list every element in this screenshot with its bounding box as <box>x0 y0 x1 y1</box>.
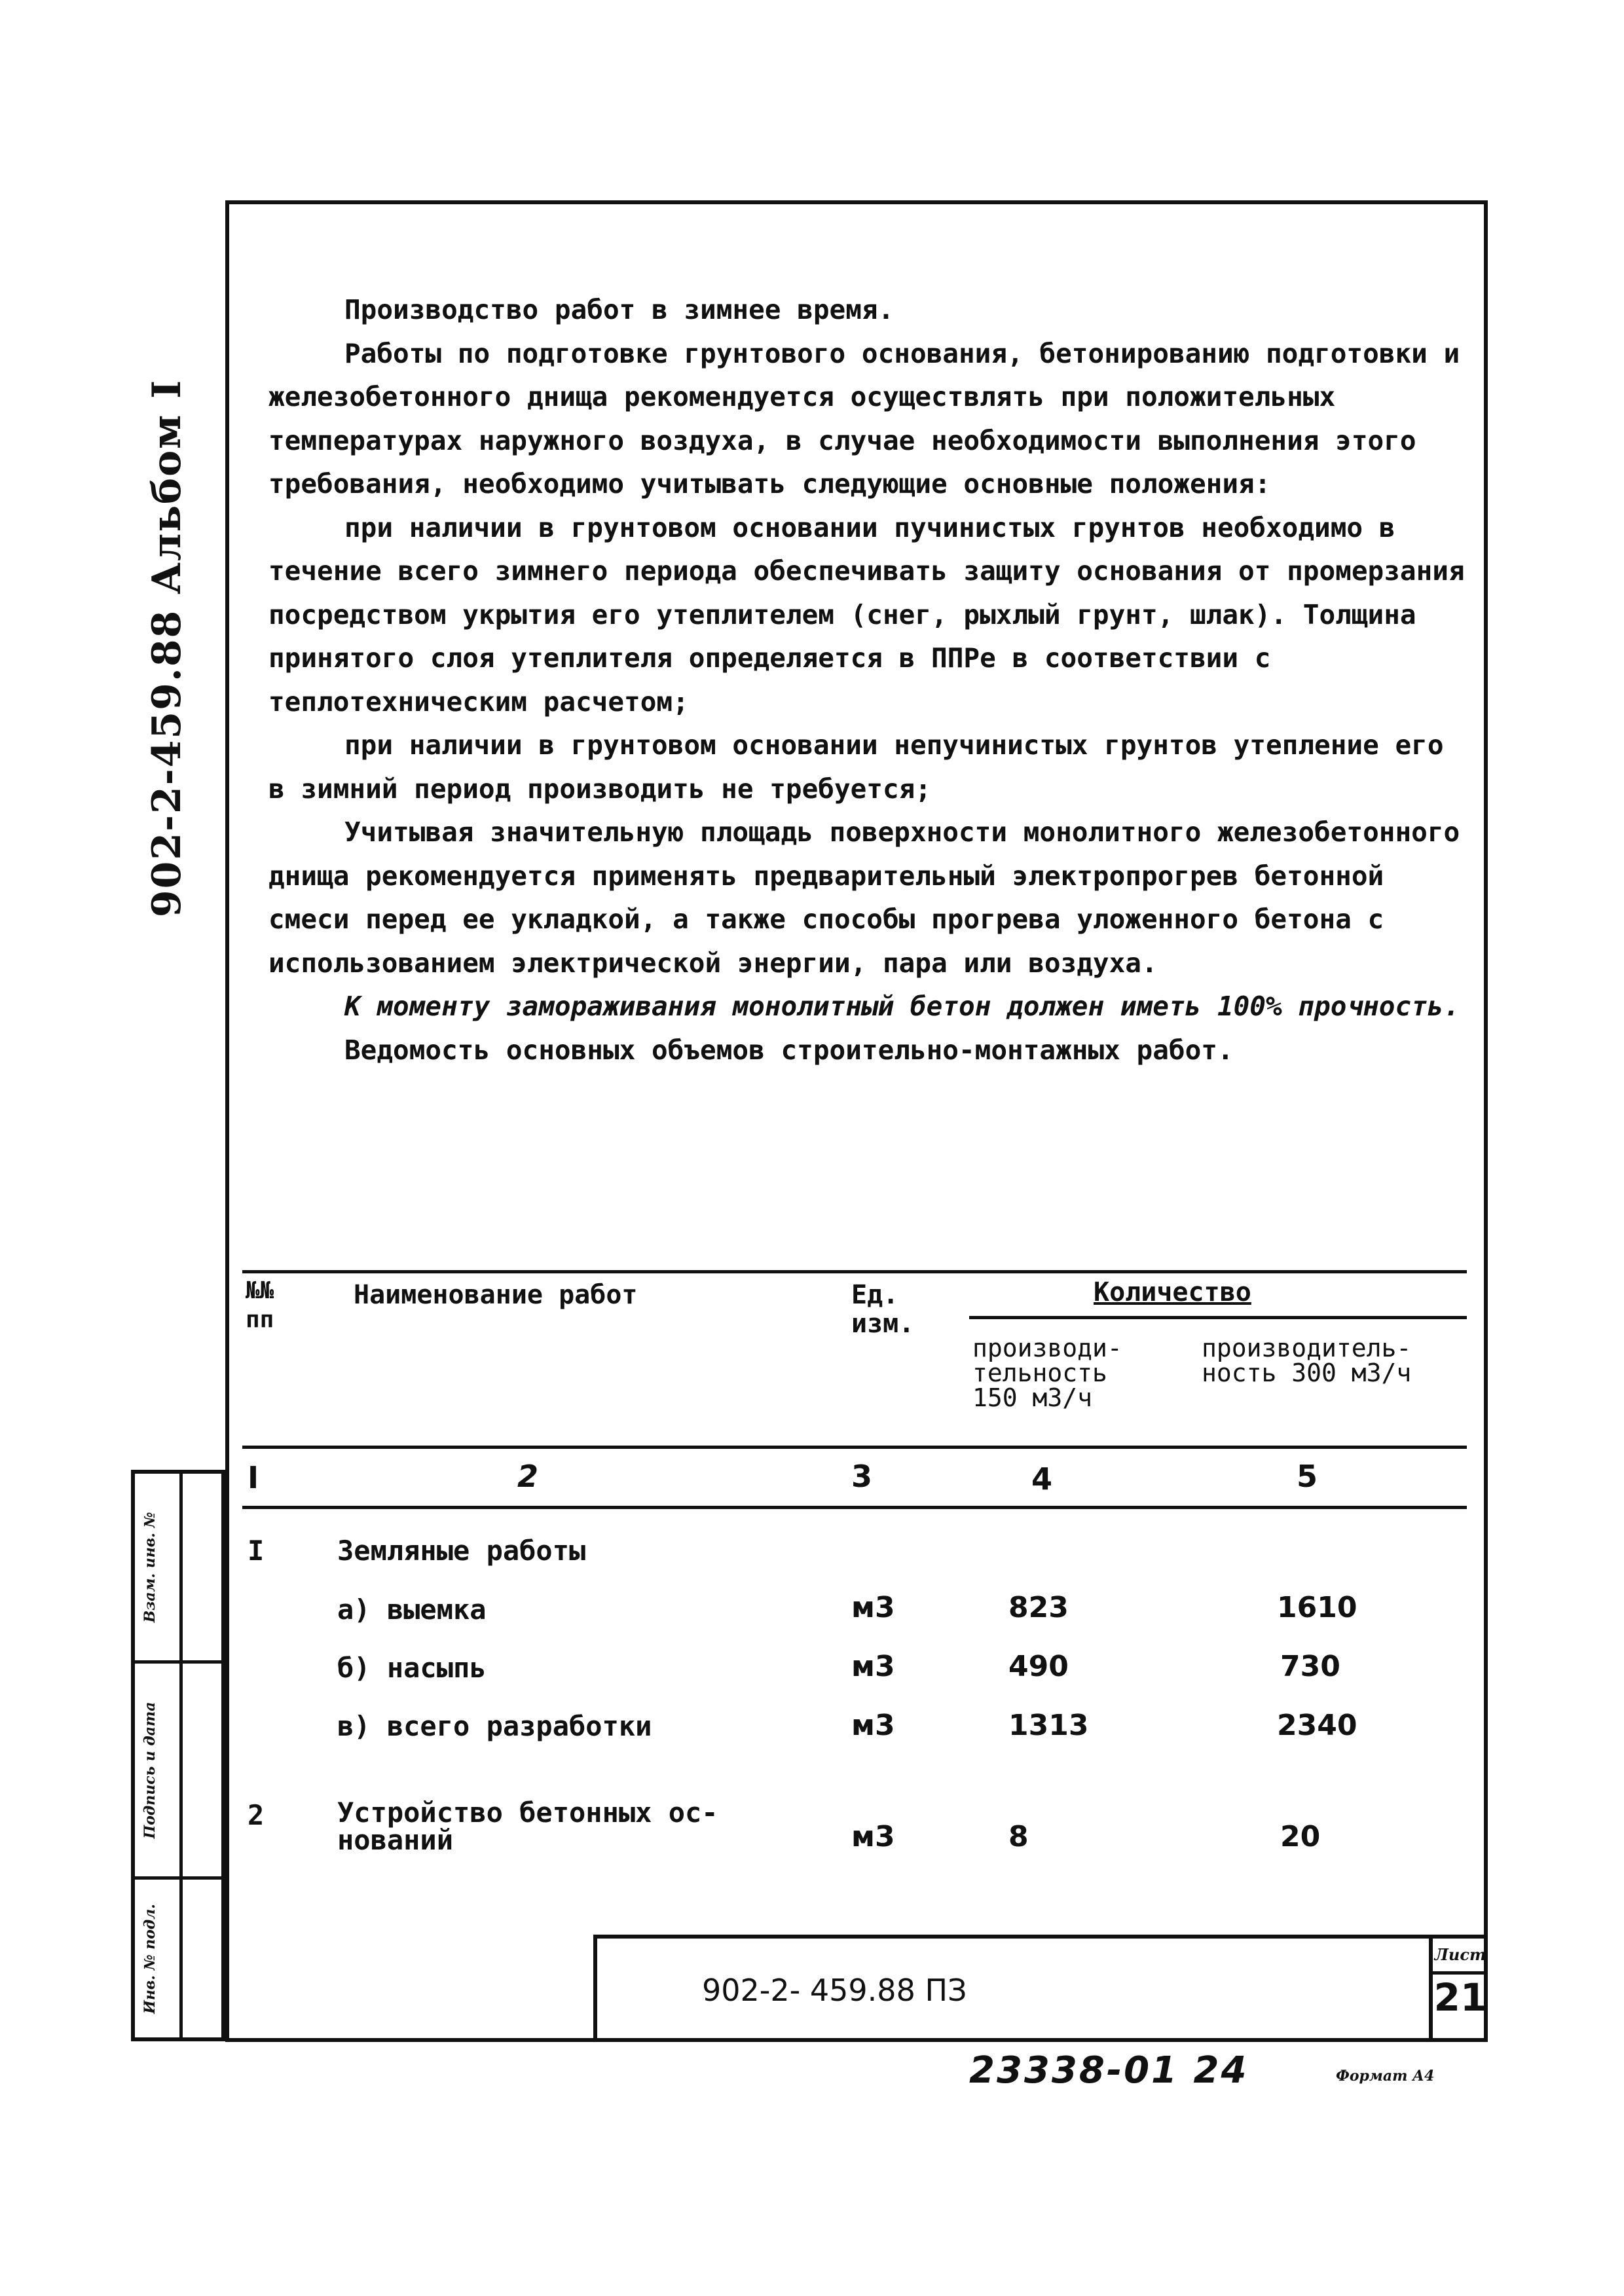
col-number-1: I <box>248 1460 259 1495</box>
col-number-3: 3 <box>851 1459 873 1494</box>
sheet-box <box>1429 1939 1488 2041</box>
header-qty-150: производи- тельность 150 м3/ч <box>972 1334 1122 1412</box>
row-2-q1: 823 <box>1008 1591 1069 1624</box>
row-2-name: а) выемка <box>337 1594 487 1626</box>
row-1-name: Земляные работы <box>337 1535 586 1567</box>
stamp-label-inventory: Инв. № подл. <box>141 1903 158 2014</box>
paragraph-3: при наличии в грунтовом основании непучинистых грунтов утепление его в зимний период производить не требуется; <box>268 729 1444 805</box>
header-unit: Ед. изм. <box>851 1280 915 1339</box>
row-3-q1: 490 <box>1008 1650 1069 1683</box>
stamp-cell-inventory <box>135 1880 221 2037</box>
table-top-rule <box>242 1270 1467 1273</box>
row-4-q2: 2340 <box>1277 1709 1357 1742</box>
header-name: Наименование работ <box>354 1280 638 1310</box>
row-4-name: в) всего разработки <box>337 1710 652 1742</box>
header-bottom-rule <box>242 1446 1467 1449</box>
paragraph-4: Учитывая значительную площадь поверхности монолитного железобетонного днища рекомендуется применять предварительный электропрогрев бетонной смеси перед ее укладкой, а также способы прогрева уложенного бетона с использованием электрической энергии, пара или воздуха. <box>268 816 1460 979</box>
row-1-num: I <box>248 1535 265 1567</box>
stamp-label-signature: Подпись и дата <box>141 1701 158 1839</box>
stamp-cell-signature <box>135 1664 221 1880</box>
row-5-num: 2 <box>248 1799 265 1831</box>
stamp-label-replace: Взам. инв. № <box>141 1512 158 1622</box>
sheet-number: 21 <box>1433 1975 1487 2020</box>
col-number-5: 5 <box>1297 1459 1318 1494</box>
paragraph-5: К моменту замораживания монолитный бетон должен иметь 100% прочность. <box>344 991 1460 1022</box>
col-number-rule <box>242 1506 1467 1509</box>
sheet-label: Лист <box>1433 1939 1488 1975</box>
section-heading: Производство работ в зимнее время. <box>344 294 895 325</box>
document-code: 902-2- 459.88 ПЗ <box>702 1973 967 2008</box>
row-2-unit: м3 <box>851 1591 895 1624</box>
row-3-name: б) насыпь <box>337 1652 487 1684</box>
header-qty-rule <box>969 1316 1467 1319</box>
row-5-name: Устройство бетонных ос- нований <box>337 1796 718 1856</box>
body-text <box>268 288 1467 1072</box>
row-3-unit: м3 <box>851 1650 895 1683</box>
col-number-2: 2 <box>517 1459 539 1494</box>
header-num: №№ пп <box>246 1277 274 1333</box>
row-3-q2: 730 <box>1280 1650 1340 1683</box>
header-qty: Количество <box>1094 1277 1251 1307</box>
row-4-unit: м3 <box>851 1709 895 1742</box>
row-5-unit: м3 <box>851 1820 895 1853</box>
footer-number: 23338-01 24 <box>969 2049 1249 2092</box>
header-qty-300: производитель- ность 300 м3/ч <box>1202 1334 1412 1387</box>
row-5-q1: 8 <box>1008 1820 1029 1853</box>
paragraph-1: Работы по подготовке грунтового основания, бетонированию подготовки и железобетонного днища рекомендуется осуществлять при положительных температурах наружного воздуха, в случае необходимости выполнения этого требования, необходимо учитывать следующие основные положения: <box>268 337 1460 500</box>
row-4-q1: 1313 <box>1008 1709 1089 1742</box>
col-number-4: 4 <box>1031 1461 1053 1497</box>
row-5-q2: 20 <box>1280 1820 1321 1853</box>
paragraph-6: Ведомость основных объемов строительно-монтажных работ. <box>344 1034 1234 1066</box>
paragraph-2: при наличии в грунтовом основании пучинистых грунтов необходимо в течение всего зимнего периода обеспечивать защиту основания от промерзания посредством укрытия его утеплителем (снег, рыхлый грунт, шлак). Толщина принятого слоя утеплителя определяется в ППРе в соответствии с теплотехническим расчетом; <box>268 511 1465 718</box>
album-marking: 902-2-459.88 Альбом I <box>144 378 190 918</box>
format-label: Формат А4 <box>1336 2068 1435 2085</box>
left-stamp <box>131 1470 225 2041</box>
stamp-cell-replace <box>135 1474 221 1664</box>
row-2-q2: 1610 <box>1277 1591 1357 1624</box>
title-block <box>593 1935 1488 2041</box>
